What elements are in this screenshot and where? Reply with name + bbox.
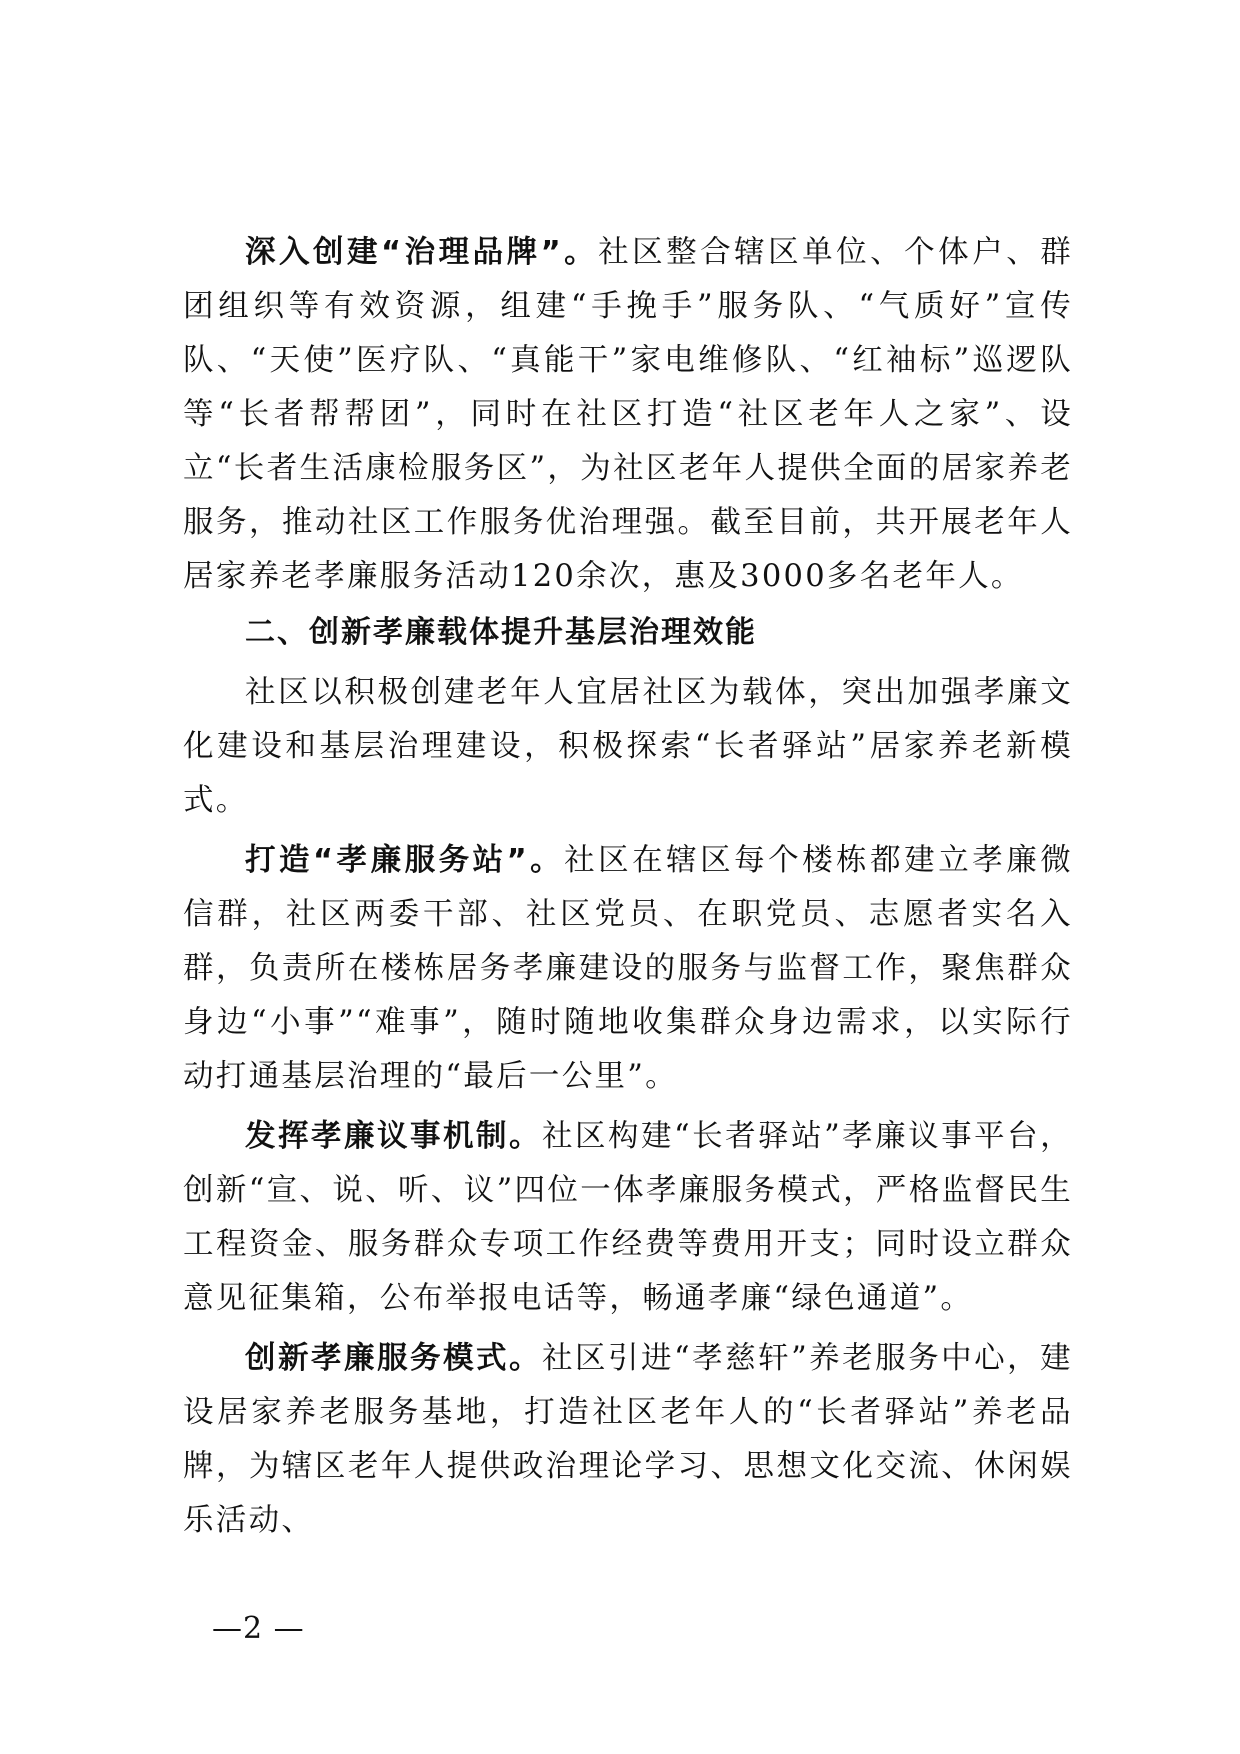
paragraph-governance-brand (183, 226, 1073, 604)
paragraph-text: 社区在辖区每个楼栋都建立孝廉微信群，社区两委干部、社区党员、在职党员、志愿者实名入群，负责所在楼栋居务孝廉建设的服务与监督工作，聚焦群众身边“小事”“难事”，随时随地收集群众身边需求，以实际行动打通基层治理的“最后一公里”。 (183, 843, 1074, 1094)
section-heading: 二、创新孝廉载体提升基层治理效能 (245, 615, 757, 650)
paragraph-text: 社区整合辖区单位、个体户、群团组织等有效资源，组建“手挽手”服务队、“气质好”宣传队、“天使”医疗队、“真能干”家电维修队、“红袖标”巡逻队等“长者帮帮团”，同时在社区打造“社区老年人之家”、设立“长者生活康检服务区”，为社区老年人提供全面的居家养老服务，推动社区工作服务优治理强。截至目前，共开展老年人居家养老孝廉服务活动120余次，惠及3000多名老年人。 (183, 235, 1073, 594)
paragraph-lead: 发挥孝廉议事机制。 (245, 1119, 542, 1154)
paragraph-lead: 深入创建“治理品牌”。 (245, 235, 599, 270)
paragraph-text: 社区构建“长者驿站”孝廉议事平台，创新“宣、说、听、议”四位一体孝廉服务模式，严格监督民生工程资金、服务群众专项工作经费等费用开支；同时设立群众意见征集箱，公布举报电话等，畅通孝廉“绿色通道”。 (183, 1119, 1073, 1316)
paragraph-intro (183, 666, 1073, 828)
paragraph-text: 社区以积极创建老年人宜居社区为载体，突出加强孝廉文化建设和基层治理建设，积极探索“长者驿站”居家养老新模式。 (183, 675, 1073, 818)
page-number: —2 — (212, 1611, 305, 1646)
paragraph-service-station (183, 834, 1073, 1104)
document-body (183, 226, 1073, 1548)
paragraph-lead: 创新孝廉服务模式。 (245, 1341, 542, 1376)
paragraph-deliberation-mechanism (183, 1110, 1073, 1326)
paragraph-lead: 打造“孝廉服务站”。 (245, 843, 565, 878)
paragraph-service-model (183, 1332, 1073, 1548)
paragraph-text: 社区引进“孝慈轩”养老服务中心，建设居家养老服务基地，打造社区老年人的“长者驿站”养老品牌，为辖区老年人提供政治理论学习、思想文化交流、休闲娱乐活动、 (183, 1341, 1073, 1538)
